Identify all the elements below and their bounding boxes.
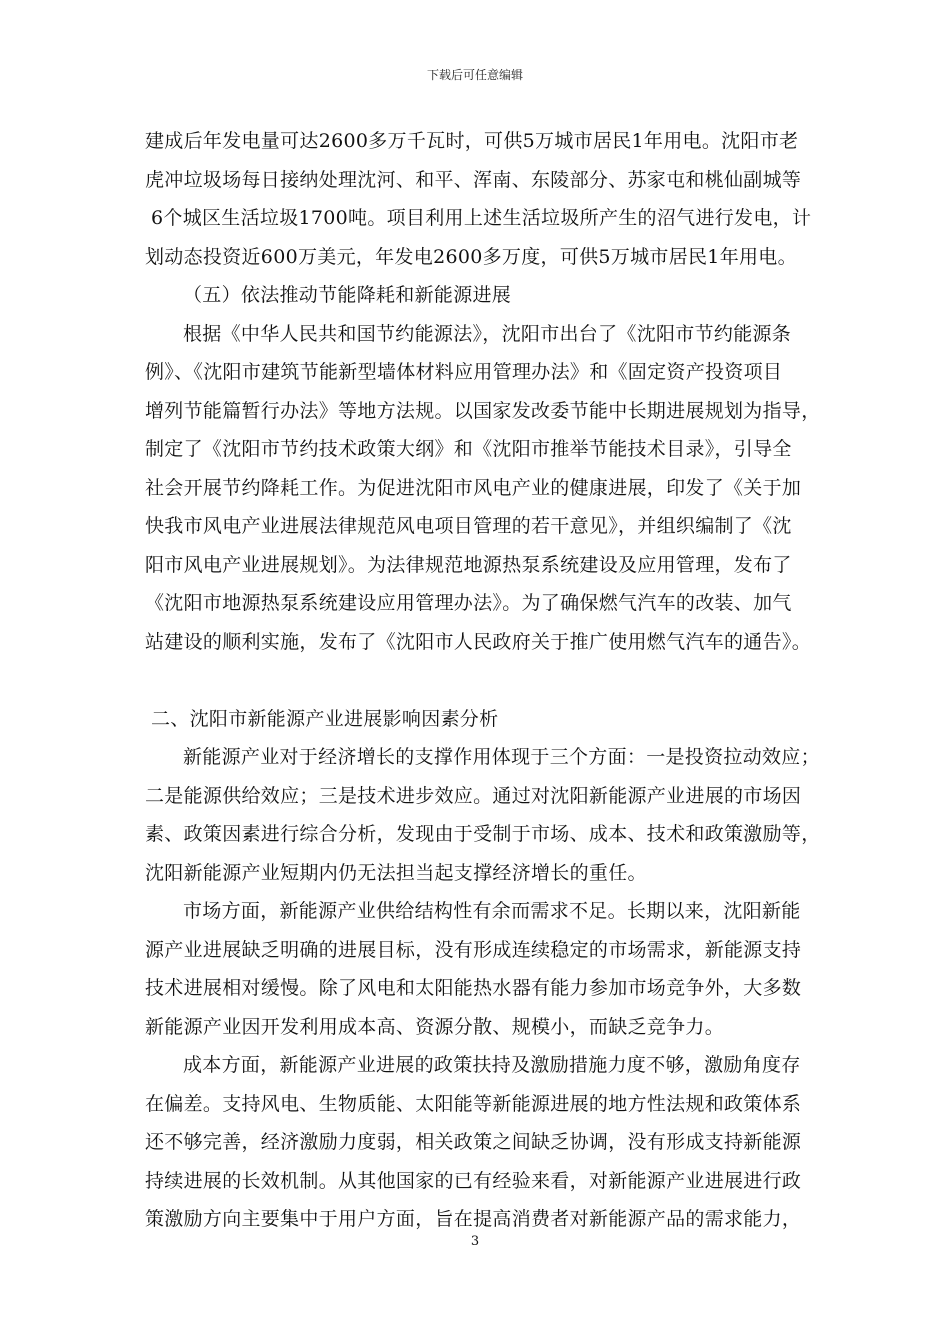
text-line: 二是能源供给效应；三是技术进步效应。通过对沈阳新能源产业进展的市场因 [145, 784, 802, 807]
text-line: 阳市风电产业进展规划》。为法律规范地源热泵系统建设及应用管理，发布了 [145, 553, 792, 576]
document-body [145, 122, 825, 1239]
section-heading: （五）依法推动节能降耗和新能源进展 [183, 284, 512, 306]
text-line: 建成后年发电量可达2600多万千瓦时，可供5万城市居民1年用电。沈阳市老 [145, 130, 799, 152]
paragraph-start: 根据《中华人民共和国节约能源法》，沈阳市出台了《沈阳市节约能源条 [183, 322, 792, 345]
text-line: 增列节能篇暂行办法》等地方法规。以国家发改委节能中长期进展规划为指导， [145, 399, 821, 422]
text-line: 策激励方向主要集中于用户方面，旨在提高消费者对新能源产品的需求能力， [145, 1208, 802, 1230]
paragraph-start: 新能源产业对于经济增长的支撑作用体现于三个方面：一是投资拉动效应； [183, 746, 820, 768]
text-line: 《沈阳市地源热泵系统建设应用管理办法》。为了确保燃气汽车的改装、加气 [145, 592, 792, 614]
text-line: 素、政策因素进行综合分析，发现由于受制于市场、成本、技术和政策激励等， [145, 823, 821, 845]
blank-line [145, 661, 825, 700]
page-number: 3 [470, 1234, 480, 1249]
text-line: 制定了《沈阳市节约技术政策大纲》和《沈阳市推举节能技术目录》，引导全 [145, 438, 792, 460]
text-line: 例》、《沈阳市建筑节能新型墙体材料应用管理办法》和《固定资产投资项目 [145, 361, 783, 383]
text-line: 在偏差。支持风电、生物质能、太阳能等新能源进展的地方性法规和政策体系 [145, 1092, 802, 1115]
text-line: 站建设的顺利实施，发布了《沈阳市人民政府关于推广使用燃气汽车的通告》。 [145, 630, 812, 653]
text-line: 持续进展的长效机制。从其他国家的已有经验来看，对新能源产业进展进行政 [145, 1169, 802, 1192]
text-line: 6个城区生活垃圾1700吨。项目利用上述生活垃圾所产生的沼气进行发电，计 [151, 207, 812, 229]
paragraph-start: 成本方面，新能源产业进展的政策扶持及激励措施力度不够，激励角度存 [183, 1054, 801, 1076]
paragraph-start: 市场方面，新能源产业供给结构性有余而需求不足。长期以来，沈阳新能 [183, 900, 801, 922]
text-line: 新能源产业因开发利用成本高、资源分散、规模小，而缺乏竞争力。 [145, 1015, 725, 1038]
text-line: 划动态投资近600万美元，年发电2600多万度，可供5万城市居民1年用电。 [145, 245, 797, 268]
text-line: 沈阳新能源产业短期内仍无法担当起支撑经济增长的重任。 [145, 861, 647, 884]
text-line: 虎冲垃圾场每日接纳处理沈河、和平、浑南、东陵部分、苏家屯和桃仙副城等 [145, 168, 802, 191]
text-line: 源产业进展缺乏明确的进展目标，没有形成连续稳定的市场需求，新能源支持 [145, 938, 802, 961]
text-line: 还不够完善，经济激励力度弱，相关政策之间缺乏协调，没有形成支持新能源 [145, 1131, 802, 1153]
text-line: 社会开展节约降耗工作。为促进沈阳市风电产业的健康进展，印发了《关于加 [145, 476, 802, 499]
text-line: 快我市风电产业进展法律规范风电项目管理的若干意见》，并组织编制了《沈 [145, 515, 792, 537]
section-heading: 二、沈阳市新能源产业进展影响因素分析 [151, 707, 499, 730]
text-line: 技术进展相对缓慢。除了风电和太阳能热水器有能力参加市场竞争外，大多数 [145, 977, 802, 999]
page-header: 下载后可任意编辑 [426, 68, 523, 82]
